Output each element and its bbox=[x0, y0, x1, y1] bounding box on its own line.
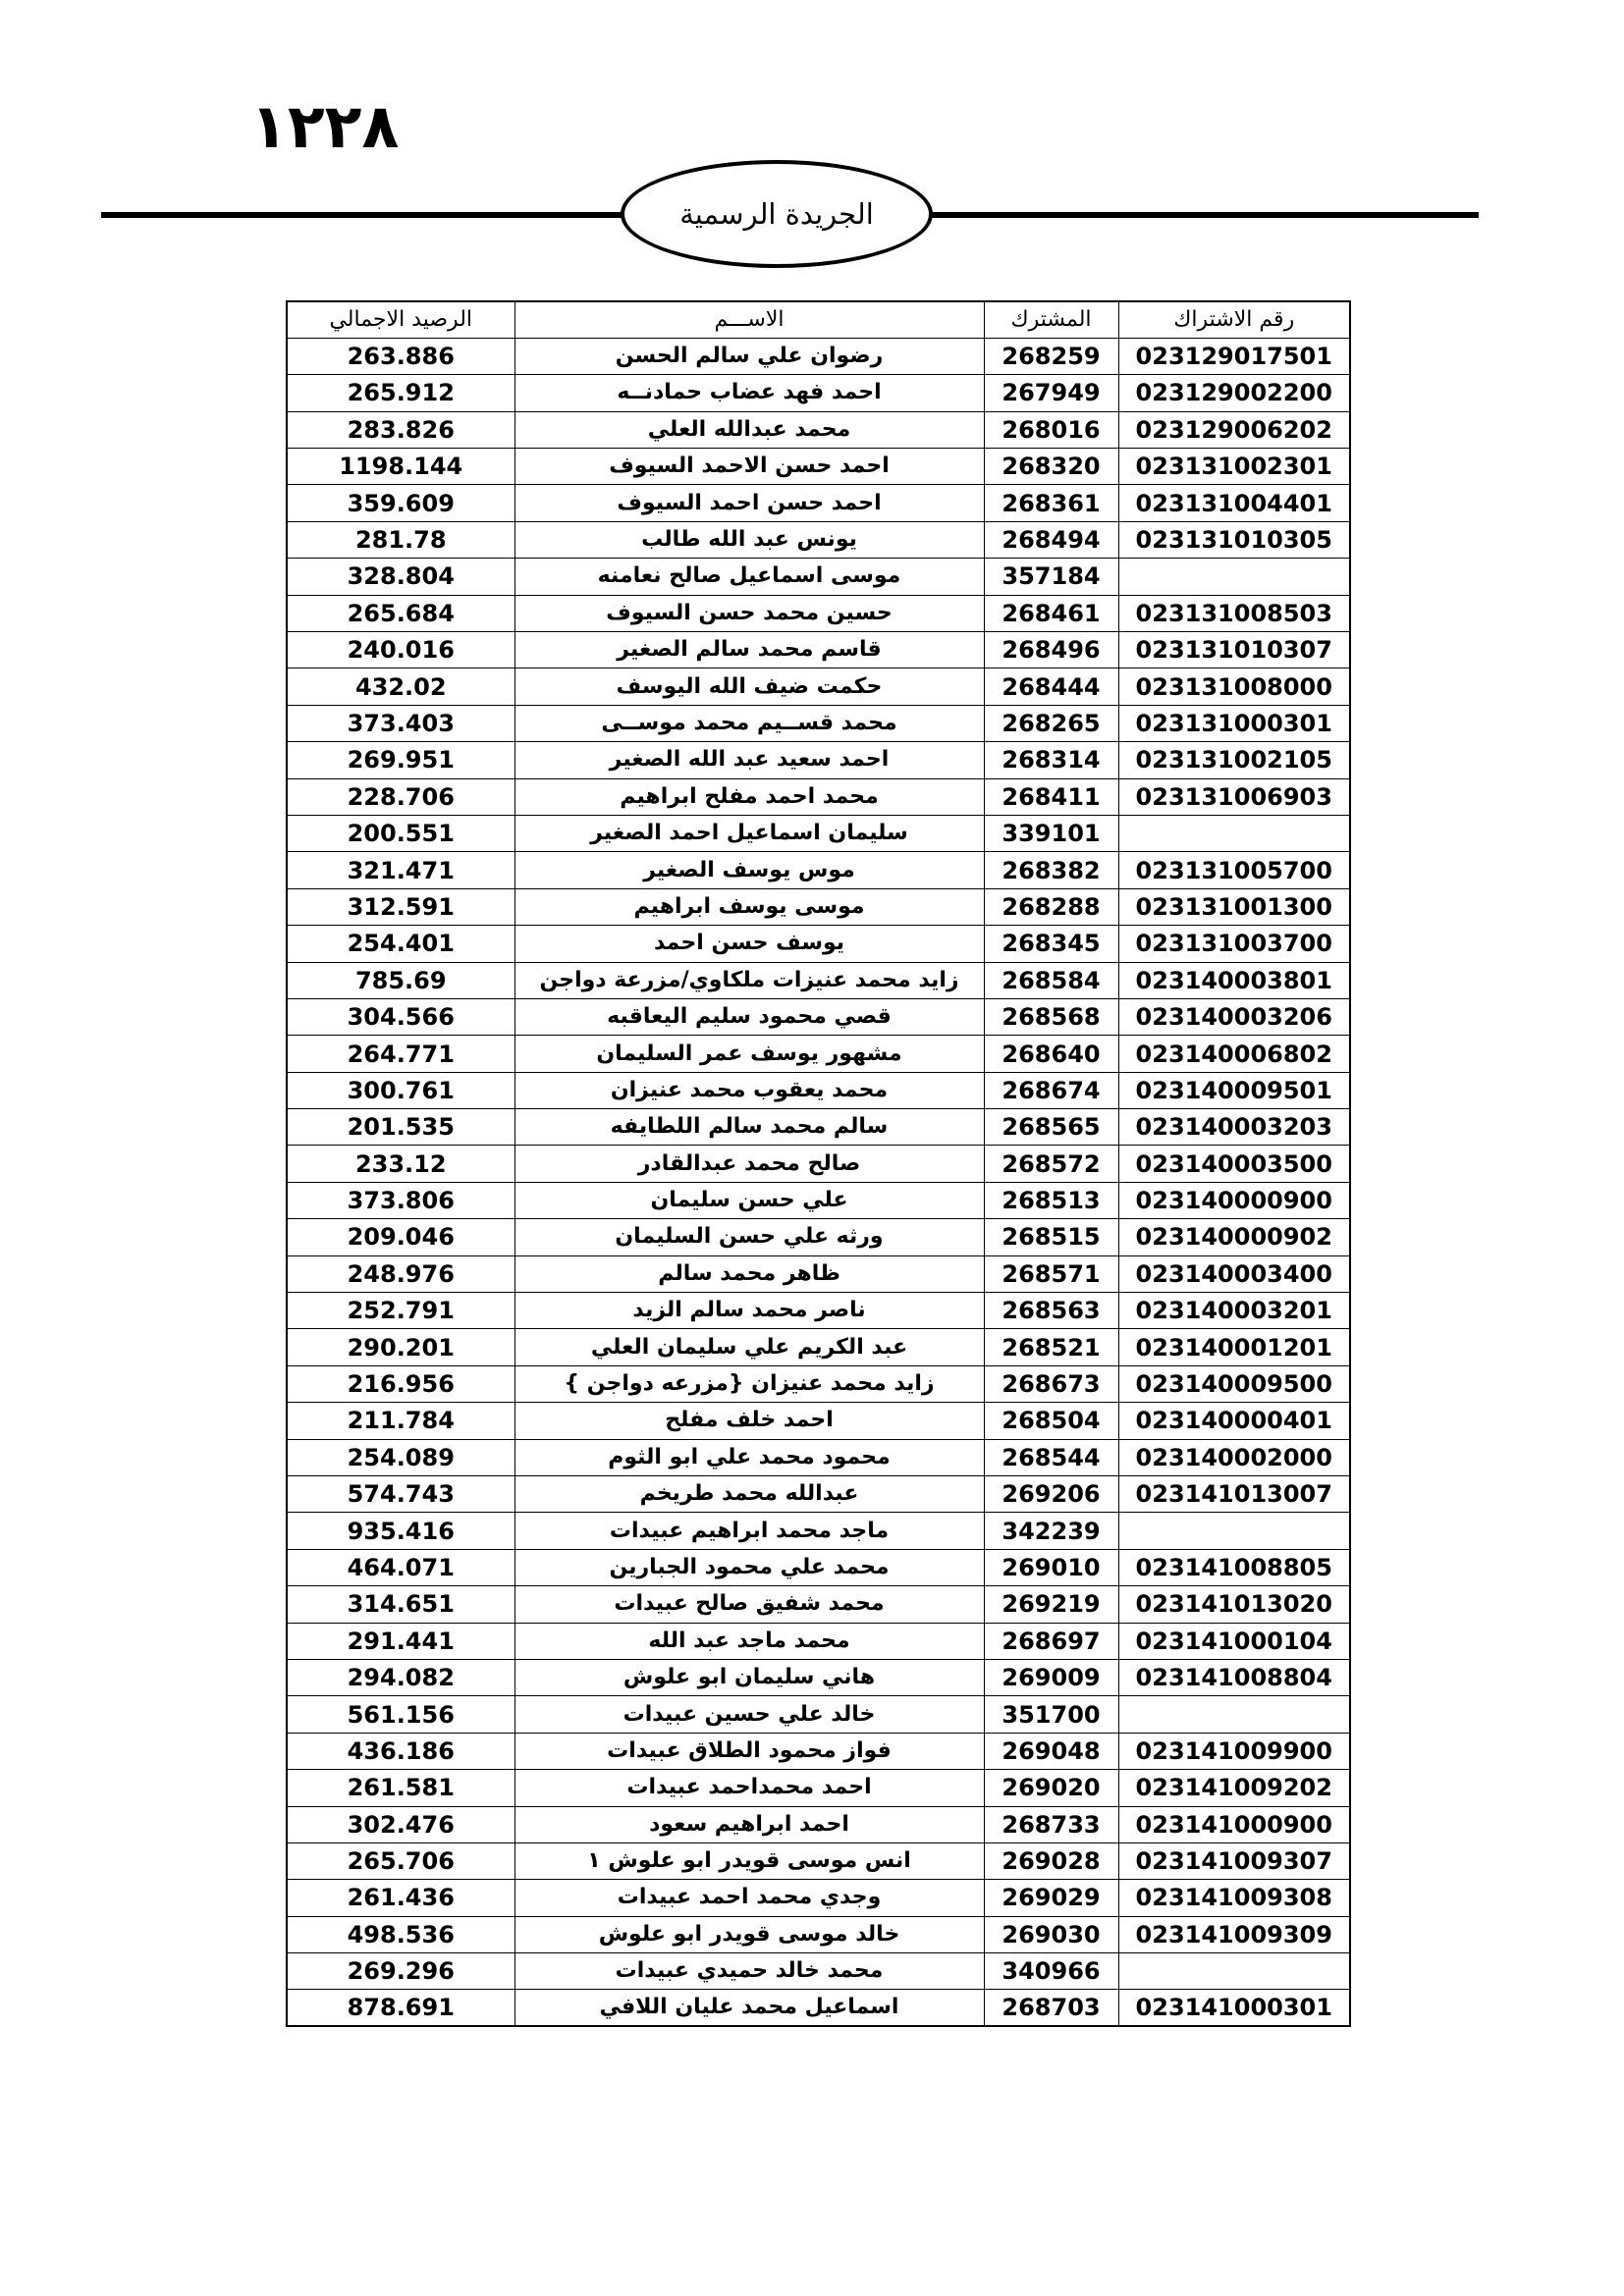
cell-subscriber: 268515 bbox=[984, 1219, 1118, 1255]
table-row bbox=[287, 595, 1350, 631]
cell-total: 321.471 bbox=[287, 852, 514, 888]
cell-subscriber: 268733 bbox=[984, 1806, 1118, 1842]
table-row bbox=[287, 1109, 1350, 1146]
cell-account: 023140001201 bbox=[1118, 1329, 1350, 1365]
cell-subscriber: 268673 bbox=[984, 1365, 1118, 1402]
cell-account: 023140003801 bbox=[1118, 962, 1350, 998]
cell-name: رضوان علي سالم الحسن bbox=[514, 338, 984, 374]
subscriber-balance-table-wrapper bbox=[286, 300, 1349, 2027]
cell-name: محمود محمد علي ابو الثوم bbox=[514, 1439, 984, 1475]
cell-name: فواز محمود الطلاق عبيدات bbox=[514, 1733, 984, 1769]
cell-name: سليمان اسماعيل احمد الصغير bbox=[514, 815, 984, 851]
cell-account: 023131010305 bbox=[1118, 521, 1350, 558]
cell-name: عبدالله محمد طريخم bbox=[514, 1476, 984, 1513]
cell-total: 785.69 bbox=[287, 962, 514, 998]
table-row bbox=[287, 632, 1350, 668]
cell-total: 265.684 bbox=[287, 595, 514, 631]
cell-account: 023129006202 bbox=[1118, 411, 1350, 448]
cell-subscriber: 268265 bbox=[984, 705, 1118, 741]
cell-total: 240.016 bbox=[287, 632, 514, 668]
cell-subscriber: 268568 bbox=[984, 998, 1118, 1035]
cell-subscriber: 268504 bbox=[984, 1403, 1118, 1439]
column-header-account: رقم الاشتراك bbox=[1118, 301, 1350, 338]
cell-subscriber: 268444 bbox=[984, 668, 1118, 705]
cell-total: 436.186 bbox=[287, 1733, 514, 1769]
cell-subscriber: 268411 bbox=[984, 778, 1118, 815]
cell-total: 328.804 bbox=[287, 559, 514, 595]
cell-subscriber: 268288 bbox=[984, 888, 1118, 925]
cell-total: 464.071 bbox=[287, 1549, 514, 1585]
table-row bbox=[287, 1365, 1350, 1402]
cell-subscriber: 268674 bbox=[984, 1072, 1118, 1108]
cell-subscriber: 268521 bbox=[984, 1329, 1118, 1365]
table-row bbox=[287, 521, 1350, 558]
cell-total: 935.416 bbox=[287, 1513, 514, 1549]
cell-name: خالد علي حسين عبيدات bbox=[514, 1696, 984, 1733]
cell-total: 312.591 bbox=[287, 888, 514, 925]
table-row bbox=[287, 668, 1350, 705]
cell-name: هاني سليمان ابو علوش bbox=[514, 1659, 984, 1695]
cell-subscriber: 357184 bbox=[984, 559, 1118, 595]
cell-total: 314.651 bbox=[287, 1586, 514, 1623]
cell-account: 023140003400 bbox=[1118, 1255, 1350, 1292]
table-row bbox=[287, 1659, 1350, 1695]
table-row bbox=[287, 1806, 1350, 1842]
cell-subscriber: 269028 bbox=[984, 1842, 1118, 1879]
cell-name: احمد ابراهيم سعود bbox=[514, 1806, 984, 1842]
cell-total: 252.791 bbox=[287, 1293, 514, 1329]
cell-account bbox=[1118, 1513, 1350, 1549]
table-header-row bbox=[287, 301, 1350, 338]
cell-name: وجدي محمد احمد عبيدات bbox=[514, 1880, 984, 1916]
cell-account: 023141008804 bbox=[1118, 1659, 1350, 1695]
table-row bbox=[287, 1953, 1350, 1990]
cell-subscriber: 268640 bbox=[984, 1036, 1118, 1072]
cell-name: حكمت ضيف الله اليوسف bbox=[514, 668, 984, 705]
cell-name: احمد محمداحمد عبيدات bbox=[514, 1770, 984, 1806]
page-number: ١٢٢٨ bbox=[250, 90, 400, 162]
cell-name: محمد خالد حميدي عبيدات bbox=[514, 1953, 984, 1990]
cell-total: 1198.144 bbox=[287, 449, 514, 485]
cell-name: مشهور يوسف عمر السليمان bbox=[514, 1036, 984, 1072]
cell-account: 023131003700 bbox=[1118, 926, 1350, 962]
cell-name: خالد موسى قويدر ابو علوش bbox=[514, 1916, 984, 1952]
cell-account: 023129002200 bbox=[1118, 375, 1350, 411]
cell-account bbox=[1118, 1696, 1350, 1733]
cell-name: علي حسن سليمان bbox=[514, 1182, 984, 1218]
table-row bbox=[287, 375, 1350, 411]
cell-total: 283.826 bbox=[287, 411, 514, 448]
cell-total: 302.476 bbox=[287, 1806, 514, 1842]
cell-name: ناصر محمد سالم الزيد bbox=[514, 1293, 984, 1329]
cell-subscriber: 269219 bbox=[984, 1586, 1118, 1623]
cell-subscriber: 268703 bbox=[984, 1990, 1118, 2026]
cell-subscriber: 339101 bbox=[984, 815, 1118, 851]
cell-total: 233.12 bbox=[287, 1146, 514, 1182]
cell-name: يوسف حسن احمد bbox=[514, 926, 984, 962]
cell-account: 023140003500 bbox=[1118, 1146, 1350, 1182]
cell-subscriber: 351700 bbox=[984, 1696, 1118, 1733]
cell-total: 290.201 bbox=[287, 1329, 514, 1365]
cell-subscriber: 268571 bbox=[984, 1255, 1118, 1292]
table-row bbox=[287, 705, 1350, 741]
cell-subscriber: 269048 bbox=[984, 1733, 1118, 1769]
cell-name: سالم محمد سالم اللطايفه bbox=[514, 1109, 984, 1146]
cell-account: 023140000900 bbox=[1118, 1182, 1350, 1218]
table-row bbox=[287, 1513, 1350, 1549]
cell-total: 373.403 bbox=[287, 705, 514, 741]
cell-subscriber: 269010 bbox=[984, 1549, 1118, 1585]
table-row bbox=[287, 1403, 1350, 1439]
table-row bbox=[287, 1329, 1350, 1365]
cell-subscriber: 340966 bbox=[984, 1953, 1118, 1990]
cell-name: قصي محمود سليم اليعاقبه bbox=[514, 998, 984, 1035]
subscriber-balance-table bbox=[286, 300, 1351, 2027]
column-header-subscriber: المشترك bbox=[984, 301, 1118, 338]
cell-name: محمد ماجد عبد الله bbox=[514, 1623, 984, 1659]
cell-name: زايد محمد عنيزات ملكاوي/مزرعة دواجن bbox=[514, 962, 984, 998]
table-row bbox=[287, 1476, 1350, 1513]
cell-account: 023141008805 bbox=[1118, 1549, 1350, 1585]
cell-name: ظاهر محمد سالم bbox=[514, 1255, 984, 1292]
cell-account bbox=[1118, 815, 1350, 851]
cell-name: يونس عبد الله طالب bbox=[514, 521, 984, 558]
cell-subscriber: 268345 bbox=[984, 926, 1118, 962]
cell-subscriber: 268016 bbox=[984, 411, 1118, 448]
cell-name: محمد عبدالله العلي bbox=[514, 411, 984, 448]
cell-total: 294.082 bbox=[287, 1659, 514, 1695]
cell-subscriber: 268584 bbox=[984, 962, 1118, 998]
table-row bbox=[287, 815, 1350, 851]
cell-subscriber: 268697 bbox=[984, 1623, 1118, 1659]
table-row bbox=[287, 1036, 1350, 1072]
cell-account: 023129017501 bbox=[1118, 338, 1350, 374]
table-row bbox=[287, 485, 1350, 521]
cell-subscriber: 268565 bbox=[984, 1109, 1118, 1146]
table-row bbox=[287, 1293, 1350, 1329]
cell-account: 023141013007 bbox=[1118, 1476, 1350, 1513]
table-row bbox=[287, 926, 1350, 962]
table-row bbox=[287, 559, 1350, 595]
table-row bbox=[287, 1072, 1350, 1108]
table-row bbox=[287, 1916, 1350, 1952]
cell-subscriber: 268544 bbox=[984, 1439, 1118, 1475]
table-row bbox=[287, 1549, 1350, 1585]
cell-account: 023131008000 bbox=[1118, 668, 1350, 705]
cell-name: عبد الكريم علي سليمان العلي bbox=[514, 1329, 984, 1365]
cell-total: 878.691 bbox=[287, 1990, 514, 2026]
cell-name: احمد فهد عضاب حمادنــه bbox=[514, 375, 984, 411]
table-row bbox=[287, 742, 1350, 778]
cell-name: محمد قســيم محمد موســى bbox=[514, 705, 984, 741]
gazette-title: الجريدة الرسمية bbox=[679, 197, 874, 231]
cell-subscriber: 268461 bbox=[984, 595, 1118, 631]
cell-total: 498.536 bbox=[287, 1916, 514, 1952]
cell-total: 254.401 bbox=[287, 926, 514, 962]
cell-name: قاسم محمد سالم الصغير bbox=[514, 632, 984, 668]
cell-account: 023141013020 bbox=[1118, 1586, 1350, 1623]
cell-total: 200.551 bbox=[287, 815, 514, 851]
cell-subscriber: 268494 bbox=[984, 521, 1118, 558]
cell-total: 269.951 bbox=[287, 742, 514, 778]
cell-subscriber: 268361 bbox=[984, 485, 1118, 521]
cell-total: 265.912 bbox=[287, 375, 514, 411]
cell-subscriber: 269206 bbox=[984, 1476, 1118, 1513]
cell-account: 023140006802 bbox=[1118, 1036, 1350, 1072]
table-row bbox=[287, 1146, 1350, 1182]
cell-account: 023141009308 bbox=[1118, 1880, 1350, 1916]
table-row bbox=[287, 411, 1350, 448]
cell-name: محمد شفيق صالح عبيدات bbox=[514, 1586, 984, 1623]
gazette-title-oval bbox=[621, 160, 933, 268]
table-row bbox=[287, 338, 1350, 374]
table-row bbox=[287, 888, 1350, 925]
cell-total: 248.976 bbox=[287, 1255, 514, 1292]
cell-account bbox=[1118, 1953, 1350, 1990]
cell-account: 023140009500 bbox=[1118, 1365, 1350, 1402]
cell-total: 265.706 bbox=[287, 1842, 514, 1879]
cell-account: 023131001300 bbox=[1118, 888, 1350, 925]
cell-account: 023140000401 bbox=[1118, 1403, 1350, 1439]
cell-total: 261.436 bbox=[287, 1880, 514, 1916]
cell-total: 300.761 bbox=[287, 1072, 514, 1108]
cell-total: 201.535 bbox=[287, 1109, 514, 1146]
cell-total: 281.78 bbox=[287, 521, 514, 558]
cell-total: 269.296 bbox=[287, 1953, 514, 1990]
table-row bbox=[287, 1439, 1350, 1475]
cell-account: 023140000902 bbox=[1118, 1219, 1350, 1255]
cell-total: 261.581 bbox=[287, 1770, 514, 1806]
table-row bbox=[287, 1623, 1350, 1659]
cell-name: موس يوسف الصغير bbox=[514, 852, 984, 888]
cell-account: 023141009202 bbox=[1118, 1770, 1350, 1806]
cell-subscriber: 268382 bbox=[984, 852, 1118, 888]
table-row bbox=[287, 778, 1350, 815]
cell-account bbox=[1118, 559, 1350, 595]
cell-account: 023131000301 bbox=[1118, 705, 1350, 741]
cell-account: 023140003203 bbox=[1118, 1109, 1350, 1146]
column-header-name: الاســـم bbox=[514, 301, 984, 338]
cell-account: 023141009307 bbox=[1118, 1842, 1350, 1879]
cell-total: 264.771 bbox=[287, 1036, 514, 1072]
cell-total: 373.806 bbox=[287, 1182, 514, 1218]
cell-account: 023131010307 bbox=[1118, 632, 1350, 668]
cell-total: 216.956 bbox=[287, 1365, 514, 1402]
cell-account: 023140003206 bbox=[1118, 998, 1350, 1035]
cell-total: 263.886 bbox=[287, 338, 514, 374]
cell-total: 359.609 bbox=[287, 485, 514, 521]
cell-account: 023131002105 bbox=[1118, 742, 1350, 778]
cell-total: 254.089 bbox=[287, 1439, 514, 1475]
cell-name: زايد محمد عنيزان {مزرعه دواجن } bbox=[514, 1365, 984, 1402]
cell-total: 304.566 bbox=[287, 998, 514, 1035]
cell-total: 574.743 bbox=[287, 1476, 514, 1513]
cell-total: 228.706 bbox=[287, 778, 514, 815]
cell-subscriber: 268496 bbox=[984, 632, 1118, 668]
cell-name: محمد احمد مفلح ابراهيم bbox=[514, 778, 984, 815]
cell-name: موسى اسماعيل صالح نعامنه bbox=[514, 559, 984, 595]
cell-total: 432.02 bbox=[287, 668, 514, 705]
cell-total: 211.784 bbox=[287, 1403, 514, 1439]
cell-name: صالح محمد عبدالقادر bbox=[514, 1146, 984, 1182]
cell-subscriber: 268314 bbox=[984, 742, 1118, 778]
cell-account: 023141000301 bbox=[1118, 1990, 1350, 2026]
column-header-total: الرصيد الاجمالي bbox=[287, 301, 514, 338]
cell-name: احمد سعيد عبد الله الصغير bbox=[514, 742, 984, 778]
cell-total: 209.046 bbox=[287, 1219, 514, 1255]
cell-total: 561.156 bbox=[287, 1696, 514, 1733]
cell-account: 023140009501 bbox=[1118, 1072, 1350, 1108]
cell-name: ورثه علي حسن السليمان bbox=[514, 1219, 984, 1255]
cell-account: 023141000900 bbox=[1118, 1806, 1350, 1842]
table-row bbox=[287, 1255, 1350, 1292]
cell-name: احمد حسن احمد السيوف bbox=[514, 485, 984, 521]
cell-account: 023131004401 bbox=[1118, 485, 1350, 521]
table-row bbox=[287, 1696, 1350, 1733]
cell-name: انس موسى قويدر ابو علوش ١ bbox=[514, 1842, 984, 1879]
table-row bbox=[287, 1880, 1350, 1916]
table-row bbox=[287, 1770, 1350, 1806]
cell-name: موسى يوسف ابراهيم bbox=[514, 888, 984, 925]
table-row bbox=[287, 1842, 1350, 1879]
cell-name: حسين محمد حسن السيوف bbox=[514, 595, 984, 631]
table-row bbox=[287, 998, 1350, 1035]
cell-subscriber: 268320 bbox=[984, 449, 1118, 485]
cell-subscriber: 268259 bbox=[984, 338, 1118, 374]
table-row bbox=[287, 1733, 1350, 1769]
cell-subscriber: 342239 bbox=[984, 1513, 1118, 1549]
table-body bbox=[287, 338, 1350, 2026]
cell-subscriber: 269030 bbox=[984, 1916, 1118, 1952]
table-row bbox=[287, 1586, 1350, 1623]
cell-subscriber: 267949 bbox=[984, 375, 1118, 411]
cell-subscriber: 269020 bbox=[984, 1770, 1118, 1806]
cell-name: اسماعيل محمد عليان اللافي bbox=[514, 1990, 984, 2026]
cell-subscriber: 268563 bbox=[984, 1293, 1118, 1329]
cell-account: 023141000104 bbox=[1118, 1623, 1350, 1659]
table-row bbox=[287, 1182, 1350, 1218]
table-row bbox=[287, 449, 1350, 485]
cell-subscriber: 268572 bbox=[984, 1146, 1118, 1182]
cell-subscriber: 269009 bbox=[984, 1659, 1118, 1695]
cell-account: 023131005700 bbox=[1118, 852, 1350, 888]
cell-account: 023131008503 bbox=[1118, 595, 1350, 631]
cell-account: 023141009900 bbox=[1118, 1733, 1350, 1769]
cell-account: 023141009309 bbox=[1118, 1916, 1350, 1952]
cell-name: محمد علي محمود الجبارين bbox=[514, 1549, 984, 1585]
cell-subscriber: 269029 bbox=[984, 1880, 1118, 1916]
cell-account: 023131002301 bbox=[1118, 449, 1350, 485]
cell-account: 023140002000 bbox=[1118, 1439, 1350, 1475]
cell-name: احمد حسن الاحمد السيوف bbox=[514, 449, 984, 485]
cell-account: 023140003201 bbox=[1118, 1293, 1350, 1329]
cell-account: 023131006903 bbox=[1118, 778, 1350, 815]
cell-total: 291.441 bbox=[287, 1623, 514, 1659]
cell-name: احمد خلف مفلح bbox=[514, 1403, 984, 1439]
cell-name: محمد يعقوب محمد عنيزان bbox=[514, 1072, 984, 1108]
table-row bbox=[287, 1219, 1350, 1255]
table-row bbox=[287, 962, 1350, 998]
cell-subscriber: 268513 bbox=[984, 1182, 1118, 1218]
table-row bbox=[287, 1990, 1350, 2026]
cell-name: ماجد محمد ابراهيم عبيدات bbox=[514, 1513, 984, 1549]
table-row bbox=[287, 852, 1350, 888]
